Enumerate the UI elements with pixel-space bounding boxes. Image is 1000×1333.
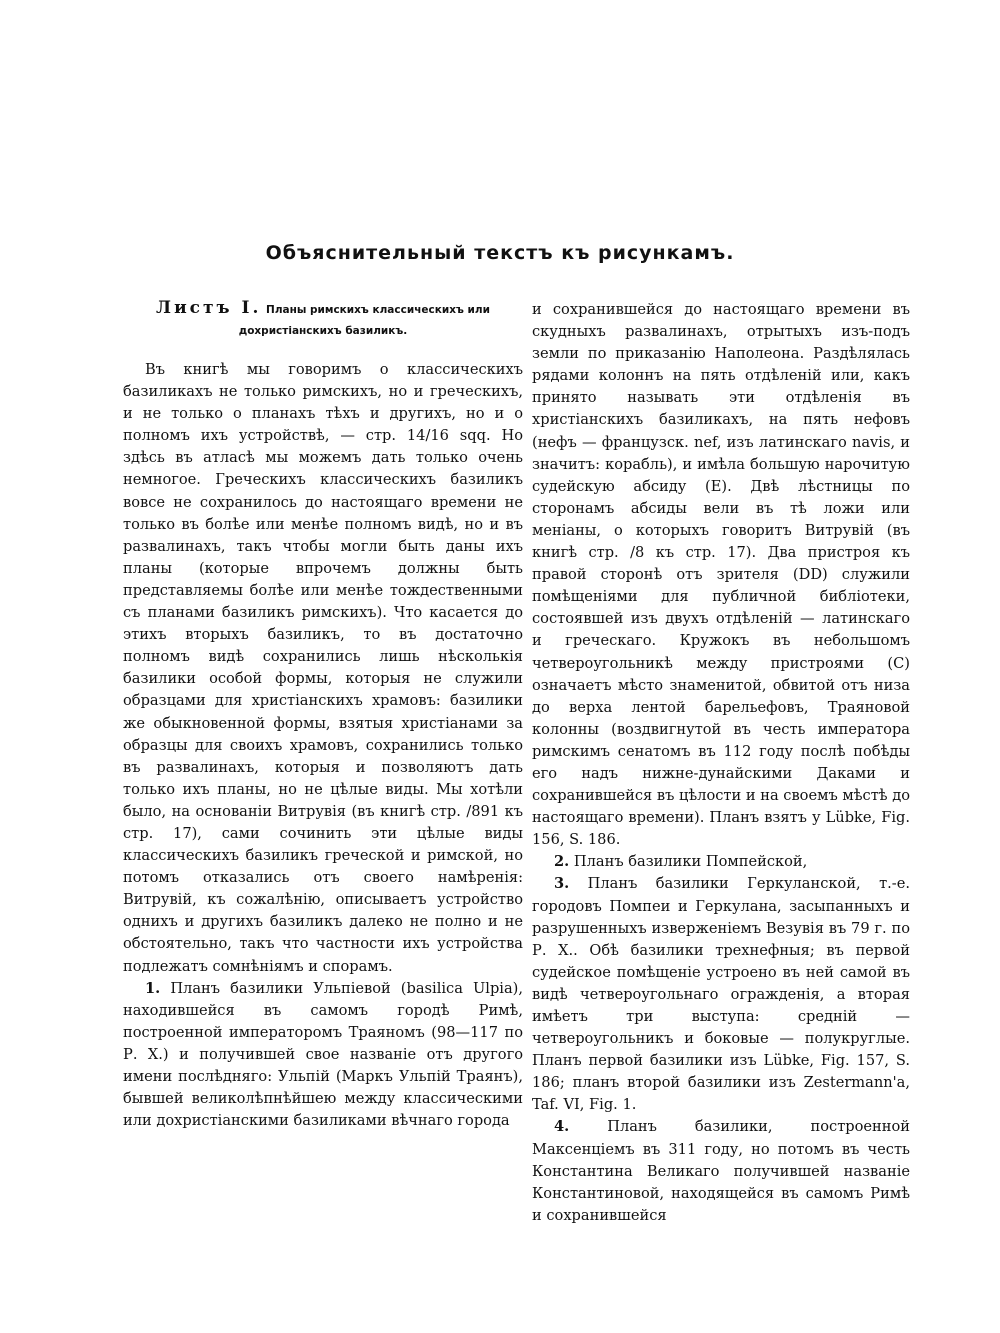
item-number: 4.: [554, 1118, 570, 1136]
item-text: Планъ базилики Геркуланской, т.-е. городовъ Помпеи и Геркулана, засыпанныхъ и разрушенныхъ изверженіемъ Везувія въ 79 г. по Р. Х.. Обѣ базилики трехнефныя; въ первой судейское помѣщеніе устроено въ ней самой въ видѣ четвероугольнаго огражденія, а вторая имѣетъ три выступа: средній — четвероугольникъ и боковые — полукруглые. Планъ первой базилики изъ Lübke, Fig. 157, S. 186; планъ второй базилики изъ Zestermann'a, Taf. VI, Fig. 1.: [532, 875, 910, 1114]
page-title: Объяснительный текстъ къ рисункамъ.: [265, 242, 735, 264]
plan-item-1: [123, 978, 523, 1133]
item-text: Планъ базилики, построенной Максенціемъ въ 311 году, но потомъ въ честь Константина Великаго получившей названіе Константиновой, находящейся въ самомъ Римѣ и сохранившейся: [532, 1118, 911, 1224]
item-text: Планъ базилики Ульпіевой (basilica Ulpia), находившейся въ самомъ городѣ Римѣ, построенной императоромъ Траяномъ (98—117 по Р. Х.) и получившей свое названіе отъ другого имени послѣдняго: Ульпій (Маркъ Ульпій Траянъ), бывшей великолѣпнѣйшею между классическими или дохристіанскими базиликами вѣчнаго города: [123, 979, 523, 1130]
intro-paragraph: Въ книгѣ мы говоримъ о классическихъ базиликахъ не только римскихъ, но и греческихъ, и не только о планахъ тѣхъ и другихъ, но и о полномъ ихъ устройствѣ, — стр. 14/16 sqq. Но здѣсь въ атласѣ мы можемъ дать только очень немногое. Греческихъ классическихъ базиликъ вовсе не сохранилось до настоящаго времени не только въ болѣе или менѣе полномъ видѣ, но и въ развалинахъ, такъ чтобы могли быть даны ихъ планы (которые впрочемъ должны быть представляемы болѣе или менѣе тождественными съ планами базиликъ римскихъ). Что касается до этихъ вторыхъ базиликъ, то въ достаточно полномъ видѣ сохранились лишь нѣсколькія базилики особой формы, которыя не служили образцами для христіанскихъ храмовъ: базилики же обыкновенной формы, взятыя христіанами за образцы для своихъ храмовъ, сохранились только въ развалинахъ, которыя и позволяютъ дать только ихъ планы, но не цѣлые виды. Мы хотѣли было, на основаніи Витрувія (въ книгѣ стр. /891 къ стр. 17), сами сочинить эти цѣлые виды классическихъ базиликъ греческой и римской, но потомъ отказались отъ своего намѣренія: Витрувій, къ сожалѣнію, описываетъ устройство однихъ и другихъ базиликъ далеко не полно и не обстоятельно, такъ что частности ихъ устройства подлежатъ сомнѣніямъ и спорамъ.: [123, 361, 523, 975]
right-column: [532, 299, 910, 1227]
left-column: [123, 298, 523, 1132]
item-text: Планъ базилики Помпейской,: [573, 853, 808, 871]
plan-item-2: [532, 851, 910, 873]
leaf-heading-text: Планы римскихъ классическихъ или дохристіанскихъ базиликъ.: [238, 304, 490, 337]
item-number: 2.: [554, 853, 570, 871]
plan-item-3: [532, 873, 910, 1116]
item-number: 3.: [554, 875, 570, 893]
leaf-heading: [123, 298, 523, 341]
item-number: 1.: [145, 979, 161, 997]
plan-item-4: [532, 1116, 910, 1226]
plan-item-1-continued: и сохранившейся до настоящаго времени въ скудныхъ развалинахъ, отрытыхъ изъ-подъ земли по приказанію Наполеона. Раздѣлялась рядами колоннъ на пять отдѣленій или, какъ принято называть эти отдѣленія въ христіанскихъ базиликахъ, на пять нефовъ (нефъ — французск. nef, изъ латинскаго navis, и значитъ: корабль), и имѣла большую нарочитую судейскую абсиду (E). Двѣ лѣстницы по сторонамъ абсиды вели въ тѣ ложи или меніаны, о которыхъ говоритъ Витрувій (въ книгѣ стр. /8 къ стр. 17). Два пристроя къ правой сторонѣ отъ зрителя (DD) служили помѣщеніями для публичной библіотеки, состоявшей изъ двухъ отдѣленій — латинскаго и греческаго. Кружокъ въ небольшомъ четвероугольникѣ между пристроями (C) означаетъ мѣсто знаменитой, обвитой отъ низа до верха лентой барельефовъ, Траяновой колонны (воздвигнутой въ честь императора римскимъ сенатомъ въ 112 году послѣ побѣды его надъ нижне-дунайскими Даками и сохранившейся въ цѣлости и на своемъ мѣстѣ до настоящаго времени). Планъ взятъ у Lübke, Fig. 156, S. 186.: [532, 301, 910, 849]
leaf-label: Листъ I.: [156, 298, 262, 318]
